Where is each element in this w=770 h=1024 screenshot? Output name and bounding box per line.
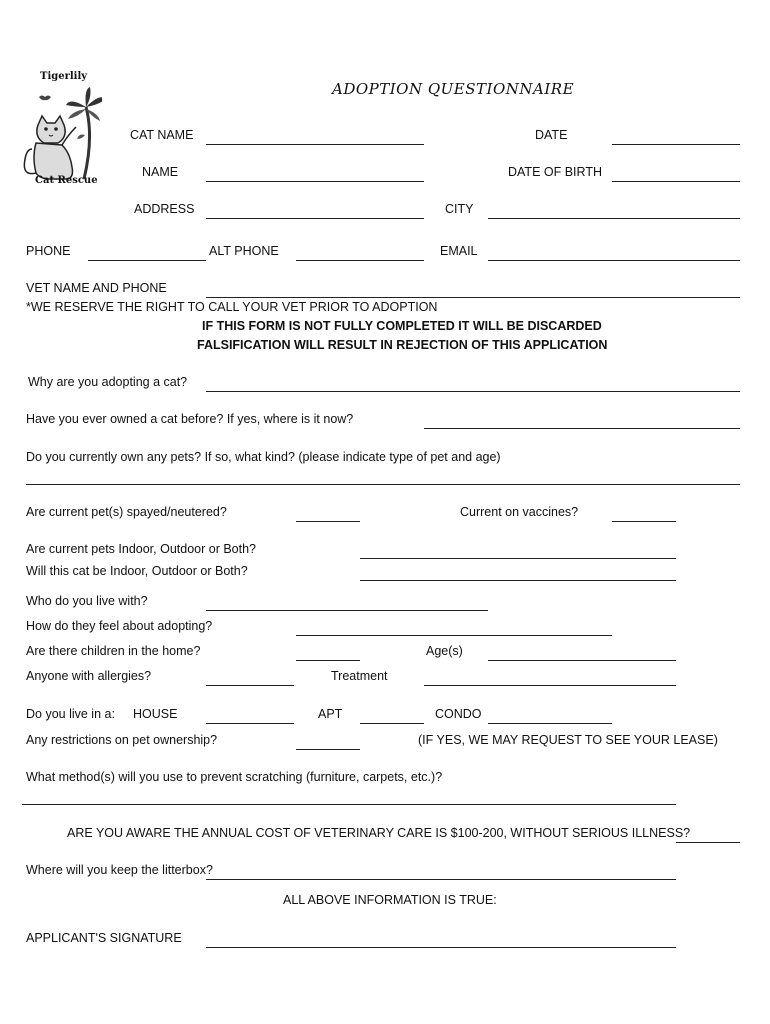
- true-info-label: ALL ABOVE INFORMATION IS TRUE:: [283, 893, 497, 907]
- vet-field[interactable]: [206, 297, 740, 298]
- treatment-label: Treatment: [331, 669, 388, 683]
- email-field[interactable]: [488, 260, 740, 261]
- treatment-field[interactable]: [424, 685, 676, 686]
- logo-top-text: Tigerlily: [40, 71, 88, 82]
- why-adopt-field[interactable]: [206, 391, 740, 392]
- litterbox-label: Where will you keep the litterbox?: [26, 863, 213, 877]
- signature-field[interactable]: [206, 947, 676, 948]
- children-label: Are there children in the home?: [26, 644, 201, 658]
- vet-label: VET NAME AND PHONE: [26, 281, 167, 295]
- house-field[interactable]: [206, 723, 294, 724]
- condo-field[interactable]: [488, 723, 612, 724]
- name-field[interactable]: [206, 181, 424, 182]
- date-of-birth-field[interactable]: [612, 181, 740, 182]
- apt-label: APT: [318, 707, 343, 721]
- vet-cost-field[interactable]: [676, 842, 740, 843]
- cat-name-label: CAT NAME: [130, 128, 194, 142]
- phone-label: PHONE: [26, 244, 71, 258]
- restrictions-field[interactable]: [296, 749, 360, 750]
- logo-bottom-text: Cat Rescue: [35, 175, 98, 186]
- alt-phone-label: ALT PHONE: [209, 244, 279, 258]
- scratching-field[interactable]: [22, 804, 676, 805]
- city-label: CITY: [445, 202, 474, 216]
- spayed-field[interactable]: [296, 521, 360, 522]
- form-title: ADOPTION QUESTIONNAIRE: [332, 80, 575, 98]
- children-field[interactable]: [296, 660, 360, 661]
- current-pets-field[interactable]: [26, 484, 740, 485]
- alt-phone-field[interactable]: [296, 260, 424, 261]
- spayed-label: Are current pet(s) spayed/neutered?: [26, 505, 227, 519]
- feel-field[interactable]: [296, 635, 612, 636]
- ages-label: Age(s): [426, 644, 463, 658]
- pets-location-field[interactable]: [360, 558, 676, 559]
- email-label: EMAIL: [440, 244, 478, 258]
- live-with-label: Who do you live with?: [26, 594, 148, 608]
- vaccines-field[interactable]: [612, 521, 676, 522]
- cat-location-field[interactable]: [360, 580, 676, 581]
- address-field[interactable]: [206, 218, 424, 219]
- lease-note: (IF YES, WE MAY REQUEST TO SEE YOUR LEASE): [418, 733, 718, 747]
- live-in-label: Do you live in a:: [26, 707, 115, 721]
- condo-label: CONDO: [435, 707, 482, 721]
- scratching-label: What method(s) will you use to prevent scratching (furniture, carpets, etc.)?: [26, 770, 443, 784]
- falsification-warning: FALSIFICATION WILL RESULT IN REJECTION OF THIS APPLICATION: [197, 338, 608, 352]
- litterbox-field[interactable]: [206, 879, 676, 880]
- cat-location-label: Will this cat be Indoor, Outdoor or Both?: [26, 564, 248, 578]
- pets-location-label: Are current pets Indoor, Outdoor or Both?: [26, 542, 256, 556]
- allergies-field[interactable]: [206, 685, 294, 686]
- cat-logo-icon: [22, 85, 102, 185]
- vet-cost-label: ARE YOU AWARE THE ANNUAL COST OF VETERINARY CARE IS $100-200, WITHOUT SERIOUS ILLNESS?: [67, 826, 691, 840]
- owned-before-field[interactable]: [424, 428, 740, 429]
- house-label: HOUSE: [133, 707, 178, 721]
- date-label: DATE: [535, 128, 568, 142]
- why-adopt-label: Why are you adopting a cat?: [28, 375, 188, 389]
- ages-field[interactable]: [488, 660, 676, 661]
- feel-label: How do they feel about adopting?: [26, 619, 213, 633]
- allergies-label: Anyone with allergies?: [26, 669, 152, 683]
- apt-field[interactable]: [360, 723, 424, 724]
- reserve-note: *WE RESERVE THE RIGHT TO CALL YOUR VET PRIOR TO ADOPTION: [26, 300, 438, 314]
- incomplete-warning: IF THIS FORM IS NOT FULLY COMPLETED IT WILL BE DISCARDED: [202, 319, 602, 333]
- owned-before-label: Have you ever owned a cat before? If yes, where is it now?: [26, 412, 354, 426]
- signature-label: APPLICANT'S SIGNATURE: [26, 931, 182, 945]
- cat-name-field[interactable]: [206, 144, 424, 145]
- phone-field[interactable]: [88, 260, 206, 261]
- current-pets-label: Do you currently own any pets? If so, what kind? (please indicate type of pet and age): [26, 450, 501, 464]
- date-of-birth-label: DATE OF BIRTH: [508, 165, 602, 179]
- name-label: NAME: [142, 165, 179, 179]
- city-field[interactable]: [488, 218, 740, 219]
- address-label: ADDRESS: [134, 202, 195, 216]
- date-field[interactable]: [612, 144, 740, 145]
- restrictions-label: Any restrictions on pet ownership?: [26, 733, 218, 747]
- vaccines-label: Current on vaccines?: [460, 505, 579, 519]
- live-with-field[interactable]: [206, 610, 488, 611]
